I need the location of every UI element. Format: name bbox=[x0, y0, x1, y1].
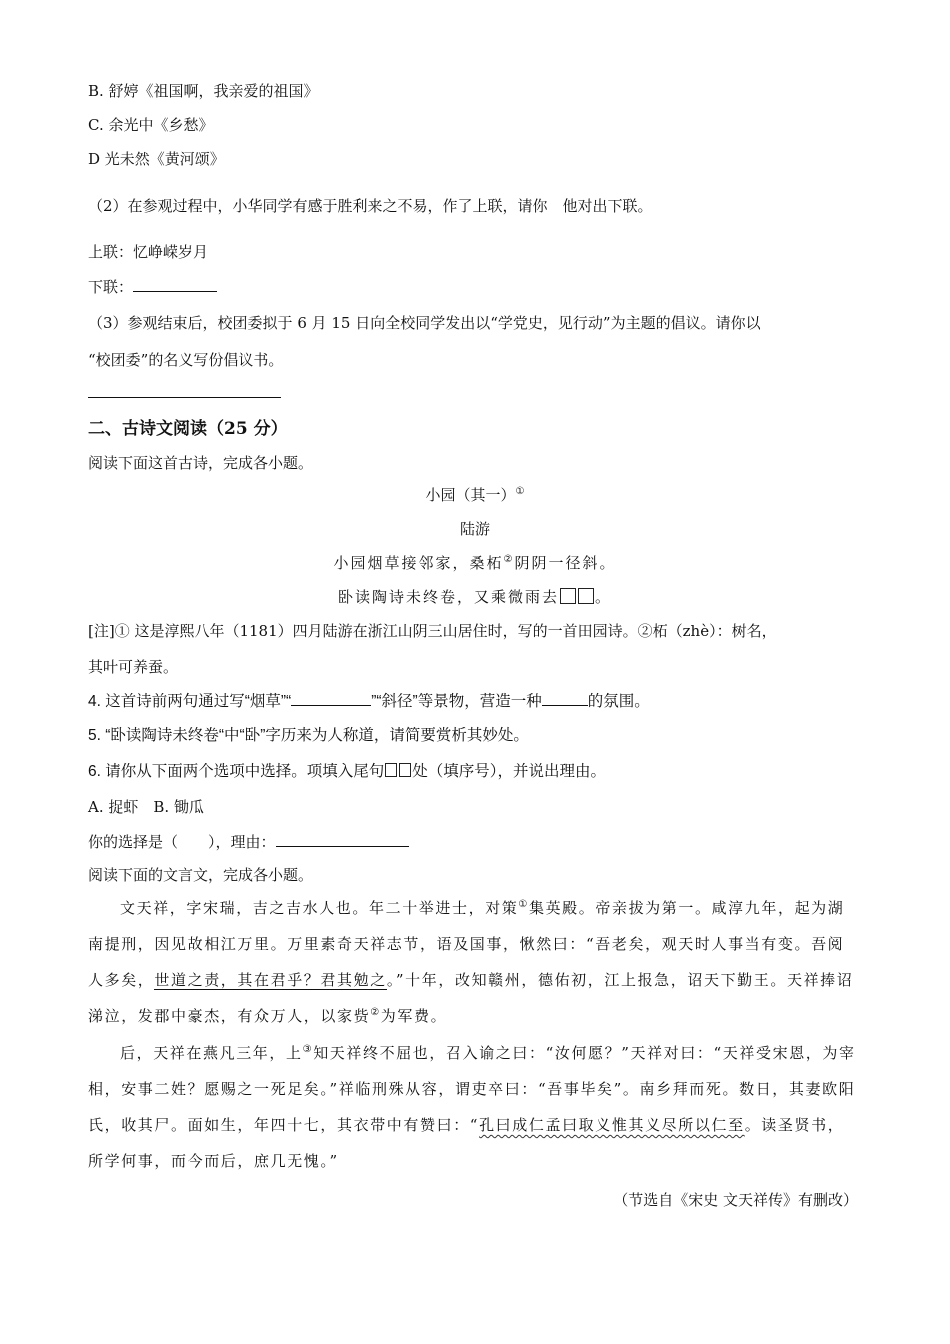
poem-title-text: 小园（其一） bbox=[425, 486, 516, 504]
footnote-mark: ② bbox=[370, 1007, 381, 1018]
question-6-a: 6. 请你从下面两个选项中选择。项填入尾句 bbox=[88, 763, 385, 780]
classical-instruction: 阅读下面的文言文，完成各小题。 bbox=[88, 866, 314, 884]
question-6-answer-text: 你的选择是（ ），理由： bbox=[88, 833, 276, 851]
question-4 bbox=[88, 690, 650, 712]
question-5: 5. “卧读陶诗未终卷“中“卧”字历来为人称道，请简要赏析其妙处。 bbox=[88, 727, 529, 744]
question-4-b: ”“斜径”等景物，营造一种 bbox=[371, 693, 542, 710]
poem-instruction: 阅读下面这首古诗，完成各小题。 bbox=[88, 454, 314, 472]
note-line-2: 其叶可养蚕。 bbox=[88, 658, 179, 676]
proposal-line-2: “校团委”的名义写份倡议书。 bbox=[88, 351, 284, 369]
p1-b: 集英殿。帝亲拔为第一。咸淳九年，起为湖南提刑，因见故相江万里。万里素奇天祥志节，语及国事，愀然曰：“吾老矣，观天时人事当有变。吾阅人多矣， bbox=[88, 899, 845, 989]
footnote-mark: ① bbox=[518, 899, 529, 910]
proposal-line-1: （3）参观结束后，校团委拟于 6 月 15 日向全校同学发出以“学党史，见行动”为主题的倡议。请你以 bbox=[88, 314, 761, 332]
couplet-upper: 上联：忆峥嵘岁月 bbox=[88, 243, 209, 261]
classical-paragraph-1 bbox=[88, 890, 860, 1034]
couplet-question: （2）在参观过程中，小华同学有感于胜利来之不易，作了上联，请你 他对出下联。 bbox=[88, 197, 653, 215]
option-c: C. 余光中《乡愁》 bbox=[88, 116, 214, 134]
answer-line[interactable] bbox=[88, 397, 281, 398]
p2-c: 。读圣贤书，所学何事，而今而后，庶几无愧。” bbox=[88, 1116, 845, 1170]
footnote-mark: ② bbox=[503, 554, 515, 565]
couplet-lower-label: 下联： bbox=[88, 278, 134, 296]
poem-line-1 bbox=[0, 553, 950, 573]
p2-a: 后，天祥在燕凡三年，上 bbox=[120, 1044, 303, 1062]
poem-title bbox=[0, 485, 950, 505]
question-6 bbox=[88, 762, 606, 782]
answer-blank[interactable] bbox=[133, 276, 217, 292]
couplet-lower bbox=[88, 276, 217, 297]
source-citation: （节选自《宋史 文天祥传》有删改） bbox=[613, 1191, 858, 1209]
question-4-a: 4. 这首诗前两句通过写“烟草”“ bbox=[88, 693, 292, 710]
question-6-answer bbox=[88, 831, 409, 852]
note-line-1: [注]① 这是淳熙八年（1181）四月陆游在浙江山阴三山居住时，写的一首田园诗。②柘（zhè）：树名， bbox=[88, 622, 777, 640]
p1-a: 文天祥，字宋瑞，吉之吉水人也。年二十举进士，对策 bbox=[120, 899, 519, 917]
poem-line-2: 卧读陶诗未终卷，又乘微雨去 。 bbox=[337, 588, 613, 606]
option-b: B. 舒婷《祖国啊，我亲爱的祖国》 bbox=[88, 82, 319, 100]
question-6-b: 处（填序号），并说出理由。 bbox=[412, 763, 607, 780]
question-6-options: A. 捉虾 B. 锄瓜 bbox=[88, 798, 204, 816]
wavy-underlined-sentence: 孔曰成仁孟曰取义惟其义尽所以仁至 bbox=[479, 1116, 745, 1134]
answer-blank[interactable] bbox=[542, 690, 588, 706]
option-d: D 光未然《黄河颂》 bbox=[88, 150, 225, 168]
answer-blank[interactable] bbox=[291, 690, 371, 706]
blank-box bbox=[560, 588, 576, 604]
blank-box bbox=[399, 763, 411, 777]
section-heading: 二、古诗文阅读（25 分） bbox=[88, 419, 288, 439]
classical-paragraph-2 bbox=[88, 1035, 860, 1179]
poem-line-2-text: 卧读陶诗未终卷，又乘微雨去 bbox=[337, 588, 559, 606]
p1-d: 为军费。 bbox=[380, 1007, 448, 1025]
question-4-c: 的氛围。 bbox=[587, 693, 650, 710]
p1-c: 。”十年，改知赣州，德佑初，江上报急，诏天下勤王。天祥捧诏涕泣，发郡中豪杰，有众万人，以家赀 bbox=[88, 971, 854, 1025]
poem-line-1-b: 阴阴一径斜。 bbox=[514, 554, 617, 572]
footnote-mark: ① bbox=[515, 486, 525, 497]
poem-line-1-a: 小园烟草接邻家，桑柘 bbox=[333, 554, 504, 572]
blank-box bbox=[578, 588, 594, 604]
footnote-mark: ③ bbox=[302, 1044, 314, 1055]
p2-b: 知天祥终不屈也，召入谕之曰：“汝何愿？”天祥对曰：“天祥受宋恩，为宰相，安事二姓？愿赐之一死足矣。”祥临刑殊从容，谓吏卒曰：“吾事毕矣”。南乡拜而死。数日，其妻欧阳氏，收其尸。面如生，年四十七，其衣带中有赞曰：“ bbox=[88, 1044, 856, 1134]
poem-author: 陆游 bbox=[459, 520, 490, 538]
blank-box bbox=[385, 763, 397, 777]
answer-blank[interactable] bbox=[276, 831, 409, 847]
underlined-sentence: 世道之责，其在君乎？君其勉之 bbox=[154, 971, 387, 989]
